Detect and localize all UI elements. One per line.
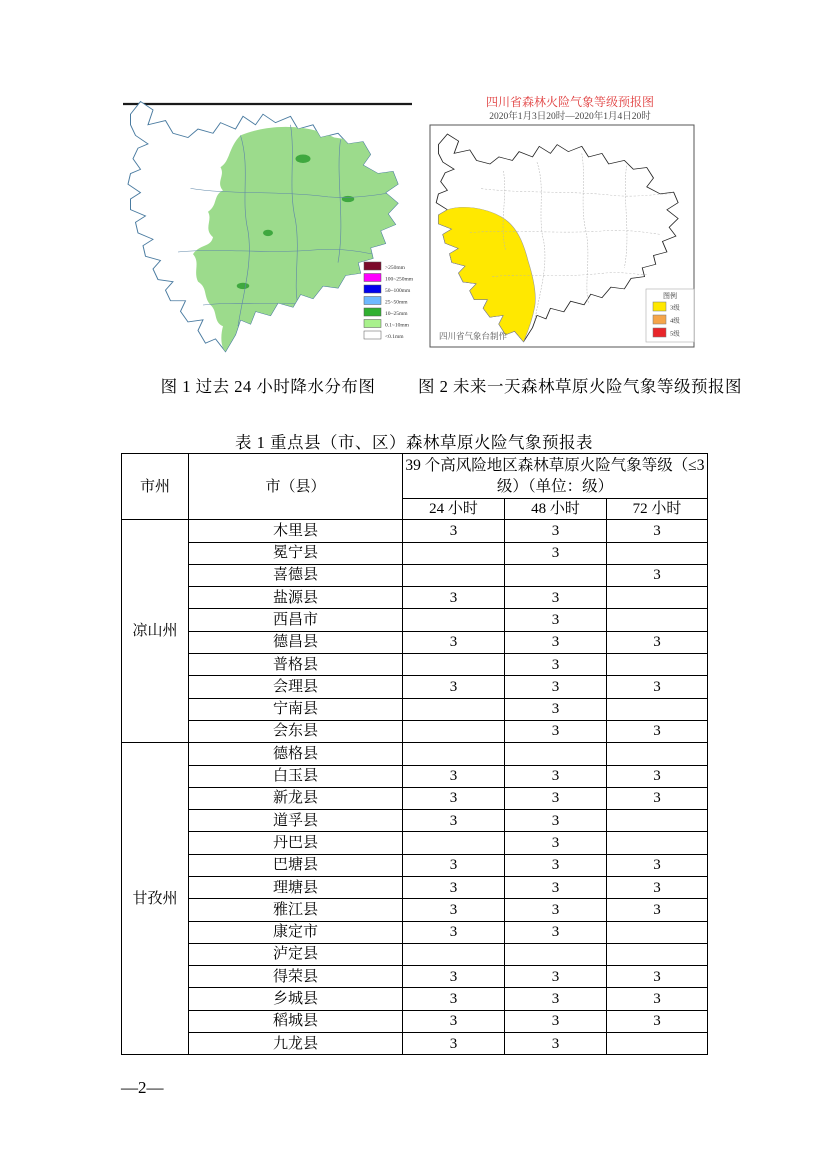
legend-label: 4级 [670, 317, 680, 325]
map2-title: 四川省森林火险气象等级预报图 [485, 95, 655, 109]
county-cell: 康定市 [189, 921, 403, 943]
table-row [122, 787, 708, 809]
county-cell: 普格县 [189, 654, 403, 676]
table-row [122, 988, 708, 1010]
legend-swatch [653, 328, 666, 337]
table-row [122, 966, 708, 988]
legend-swatch [653, 302, 666, 311]
table-row [122, 564, 708, 586]
fire-risk-map-svg [428, 92, 714, 360]
level-cell [607, 654, 708, 676]
table-row [122, 1033, 708, 1055]
level-cell: 3 [607, 1010, 708, 1032]
level-cell [607, 943, 708, 965]
header-county: 市（县） [189, 454, 403, 520]
level-cell: 3 [607, 787, 708, 809]
level-cell: 3 [505, 921, 607, 943]
county-cell: 德昌县 [189, 631, 403, 653]
level-cell [403, 832, 505, 854]
table-row [122, 587, 708, 609]
table-row [122, 765, 708, 787]
legend-swatch [653, 315, 666, 324]
legend-label: 25~50mm [385, 299, 408, 306]
level-cell [403, 698, 505, 720]
county-cell: 冕宁县 [189, 542, 403, 564]
level-cell: 3 [505, 609, 607, 631]
county-cell: 喜德县 [189, 564, 403, 586]
level-cell: 3 [403, 921, 505, 943]
level-cell: 3 [403, 765, 505, 787]
legend-swatch [364, 331, 381, 339]
level-cell [607, 587, 708, 609]
table-row [122, 810, 708, 832]
table-row [122, 877, 708, 899]
legend-label: 3级 [670, 304, 680, 312]
county-cell: 道孚县 [189, 810, 403, 832]
map2-date: 2020年1月3日20时—2020年1月4日20时 [489, 112, 651, 122]
legend-swatch [364, 308, 381, 316]
county-cell: 德格县 [189, 743, 403, 765]
level-cell [403, 720, 505, 742]
figure-precipitation-map [120, 95, 416, 367]
figure-fire-risk-map [428, 92, 714, 360]
table-row [122, 676, 708, 698]
county-cell: 木里县 [189, 520, 403, 542]
level-cell: 3 [505, 1010, 607, 1032]
level-cell: 3 [607, 877, 708, 899]
level-cell: 3 [505, 676, 607, 698]
map1-heavy-patch [342, 196, 355, 202]
level-cell: 3 [607, 988, 708, 1010]
header-48h: 48 小时 [505, 499, 607, 520]
level-cell: 3 [505, 832, 607, 854]
level-cell [607, 542, 708, 564]
level-cell [607, 1033, 708, 1055]
legend-label: >250mm [385, 265, 405, 271]
table-header-row [122, 454, 708, 499]
county-cell: 雅江县 [189, 899, 403, 921]
prefecture-cell: 甘孜州 [122, 743, 189, 1055]
county-cell: 丹巴县 [189, 832, 403, 854]
table-row [122, 943, 708, 965]
legend-swatch [364, 262, 381, 270]
county-cell: 宁南县 [189, 698, 403, 720]
level-cell: 3 [505, 810, 607, 832]
page-number: —2— [121, 1078, 164, 1097]
table-row [122, 832, 708, 854]
level-cell: 3 [403, 810, 505, 832]
level-cell [607, 832, 708, 854]
map2-legend [646, 289, 694, 342]
level-cell: 3 [505, 899, 607, 921]
county-cell: 稻城县 [189, 1010, 403, 1032]
table-row [122, 854, 708, 876]
county-cell: 西昌市 [189, 609, 403, 631]
level-cell: 3 [607, 765, 708, 787]
level-cell: 3 [505, 854, 607, 876]
table-row [122, 899, 708, 921]
map1-heavy-patch [296, 154, 311, 162]
legend-label: 50~100mm [385, 288, 411, 294]
level-cell: 3 [403, 1033, 505, 1055]
level-cell: 3 [607, 854, 708, 876]
level-cell: 3 [403, 854, 505, 876]
legend-swatch [364, 285, 381, 293]
county-cell: 新龙县 [189, 787, 403, 809]
level-cell [607, 810, 708, 832]
map1-heavy-patch [263, 230, 273, 236]
level-cell: 3 [505, 988, 607, 1010]
level-cell [505, 943, 607, 965]
legend-label: <0.1mm [385, 334, 404, 340]
county-cell: 理塘县 [189, 877, 403, 899]
level-cell: 3 [505, 587, 607, 609]
level-cell: 3 [607, 520, 708, 542]
level-cell: 3 [403, 966, 505, 988]
county-cell: 得荣县 [189, 966, 403, 988]
legend-label: 10~25mm [385, 311, 408, 317]
level-cell: 3 [505, 542, 607, 564]
level-cell: 3 [505, 631, 607, 653]
table-row [122, 743, 708, 765]
county-cell: 乡城县 [189, 988, 403, 1010]
level-cell: 3 [607, 720, 708, 742]
header-prefecture: 市州 [122, 454, 189, 520]
level-cell: 3 [505, 698, 607, 720]
level-cell: 3 [505, 765, 607, 787]
level-cell: 3 [403, 1010, 505, 1032]
table-row [122, 921, 708, 943]
map1-legend [364, 262, 414, 340]
level-cell [607, 743, 708, 765]
legend-label: 5级 [670, 330, 680, 338]
legend-label: 0.1~10mm [385, 322, 409, 329]
table-row [122, 542, 708, 564]
table-row [122, 609, 708, 631]
level-cell: 3 [505, 1033, 607, 1055]
county-cell: 会东县 [189, 720, 403, 742]
table-row [122, 520, 708, 542]
level-cell [403, 609, 505, 631]
fire-risk-table [121, 453, 708, 1055]
map1-province [128, 101, 398, 351]
level-cell: 3 [505, 787, 607, 809]
level-cell: 3 [403, 520, 505, 542]
precipitation-map-svg [120, 95, 416, 367]
level-cell [403, 542, 505, 564]
level-cell: 3 [505, 720, 607, 742]
map2-credit: 四川省气象台制作 [439, 331, 508, 341]
level-cell: 3 [505, 654, 607, 676]
legend-label: 100~250mm [385, 276, 414, 283]
level-cell: 3 [607, 564, 708, 586]
legend-swatch [364, 297, 381, 305]
level-cell [403, 943, 505, 965]
figure2-caption: 图 2 未来一天森林草原火险气象等级预报图 [418, 377, 742, 396]
level-cell: 3 [403, 899, 505, 921]
level-cell [505, 564, 607, 586]
level-cell: 3 [403, 787, 505, 809]
level-cell [403, 743, 505, 765]
level-cell: 3 [403, 877, 505, 899]
table-row [122, 631, 708, 653]
county-cell: 泸定县 [189, 943, 403, 965]
table-title: 表 1 重点县（市、区）森林草原火险气象预报表 [235, 433, 593, 452]
prefecture-cell: 凉山州 [122, 520, 189, 743]
legend-swatch [364, 320, 381, 328]
county-cell: 巴塘县 [189, 854, 403, 876]
header-span: 39 个高风险地区森林草原火险气象等级（≤3 级）（单位：级） [403, 454, 708, 499]
county-cell: 白玉县 [189, 765, 403, 787]
county-cell: 会理县 [189, 676, 403, 698]
level-cell: 3 [403, 988, 505, 1010]
level-cell: 3 [607, 631, 708, 653]
county-cell: 九龙县 [189, 1033, 403, 1055]
level-cell [607, 609, 708, 631]
level-cell: 3 [607, 966, 708, 988]
county-cell: 盐源县 [189, 587, 403, 609]
level-cell [505, 743, 607, 765]
map1-heavy-patch [237, 283, 250, 289]
table-row [122, 720, 708, 742]
level-cell [607, 921, 708, 943]
header-72h: 72 小时 [607, 499, 708, 520]
level-cell: 3 [403, 676, 505, 698]
level-cell: 3 [505, 966, 607, 988]
level-cell [403, 564, 505, 586]
map2-legend-title: 图例 [663, 292, 677, 300]
level-cell [607, 698, 708, 720]
level-cell: 3 [403, 631, 505, 653]
level-cell: 3 [505, 520, 607, 542]
table-row [122, 654, 708, 676]
figure1-caption: 图 1 过去 24 小时降水分布图 [160, 377, 376, 396]
table-row [122, 1010, 708, 1032]
legend-swatch [364, 274, 381, 282]
header-24h: 24 小时 [403, 499, 505, 520]
level-cell: 3 [505, 877, 607, 899]
level-cell: 3 [403, 587, 505, 609]
table-row [122, 698, 708, 720]
level-cell: 3 [607, 676, 708, 698]
level-cell [403, 654, 505, 676]
level-cell: 3 [607, 899, 708, 921]
